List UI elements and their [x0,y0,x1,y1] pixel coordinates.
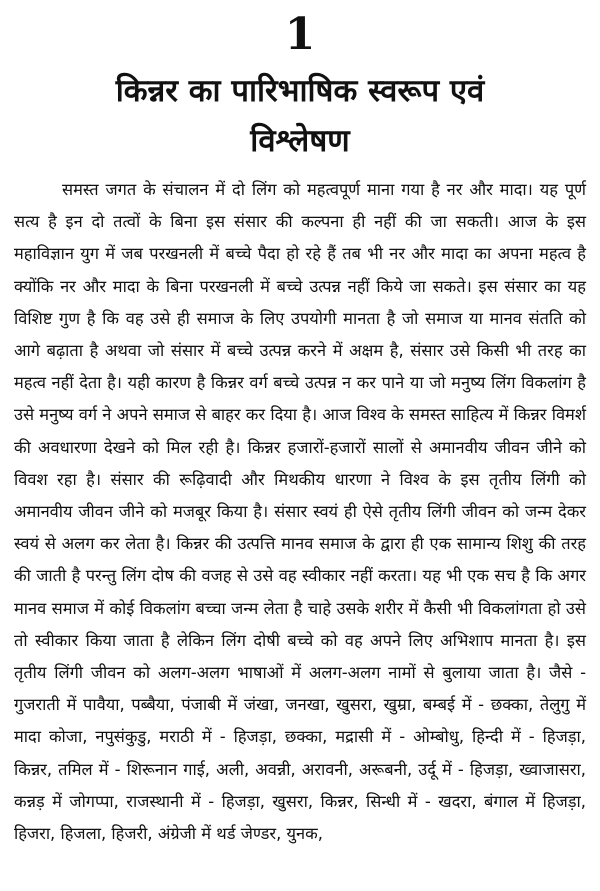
body-paragraph: समस्त जगत के संचालन में दो लिंग को महत्वपूर्ण माना गया है नर और मादा। यह पूर्ण सत्य है इन दो तत्वों के बिना इस संसार की कल्पना ही नहीं की जा सकती। आज के इस महाविज्ञान युग में जब परखनली में बच्चे पैदा हो रहे हैं तब भी नर और मादा का अपना महत्व है क्योंकि नर और मादा के बिना परखनली में बच्चे उत्पन्न नहीं किये जा सकते। इस संसार का यह विशिष्ट गुण है कि वह उसे ही समाज के लिए उपयोगी मानता है जो समाज या मानव संतति को आगे बढ़ाता है अथवा जो संसार में बच्चे उत्पन्न करने में अक्षम है, संसार उसे किसी भी तरह का महत्व नहीं देता है। यही कारण है किन्नर वर्ग बच्चे उत्पन्न न कर पाने या जो मनुष्य लिंग विकलांग है उसे मनुष्य वर्ग ने अपने समाज से बाहर कर दिया है। आज विश्व के समस्त साहित्य में किन्नर विमर्श की अवधारणा देखने को मिल रही है। किन्नर हजारों-हजारों सालों से अमानवीय जीवन जीने को विवश रहा है। संसार की रूढ़िवादी और मिथकीय धारणा ने विश्व के इस तृतीय लिंगी को अमानवीय जीवन जीने को मजबूर किया है। संसार स्वयं ही ऐसे तृतीय लिंगी जीवन को जन्म देकर स्वयं से अलग कर लेता है। किन्नर की उत्पत्ति मानव समाज के द्वारा ही एक सामान्य शिशु की तरह की जाती है परन्तु लिंग दोष की वजह से उसे वह स्वीकार नहीं करता। यह भी एक सच है कि अगर मानव समाज में कोई विकलांग बच्चा जन्म लेता है चाहे उसके शरीर में कैसी भी विकलांगता हो उसे तो स्वीकार किया जाता है लेकिन लिंग दोषी बच्चे को वह अपने लिए अभिशाप मानता है। इस तृतीय लिंगी जीवन को अलग-अलग भाषाओं में अलग-अलग नामों से बुलाया जाता है। जैसे - गुजराती में पावैया, पब्बैया, पंजाबी में जंखा, जनखा, खुसरा, खुम्रा, बम्बई में - छक्का, तेलुगु में मादा कोजा, नपुसंकुडु, मराठी में - हिजड़ा, छक्का, मद्रासी में - ओम्बोधु, हिन्दी में - हिजड़ा, किन्नर, तमिल में - शिरूनान गाई, अली, अवन्नी, अरावनी, अरूबनी, उर्दू में - हिजड़ा, ख्वाजासरा, कन्नड़ में जोगप्पा, राजस्थानी में - हिजड़ा, खुसरा, किन्नर, सिन्धी में - खदरा, बंगाल में हिजड़ा, हिजरा, हिजला, हिजरी, अंग्रेजी में थर्ड जेण्डर, युनक, [14,180,586,844]
chapter-title [14,66,586,166]
chapter-number: 1 [284,9,316,60]
body-text [14,174,586,850]
chapter-title-line-2: विश्लेषण [250,123,350,159]
chapter-title-line-1: किन्नर का पारिभाषिक स्वरूप एवं [115,73,485,109]
